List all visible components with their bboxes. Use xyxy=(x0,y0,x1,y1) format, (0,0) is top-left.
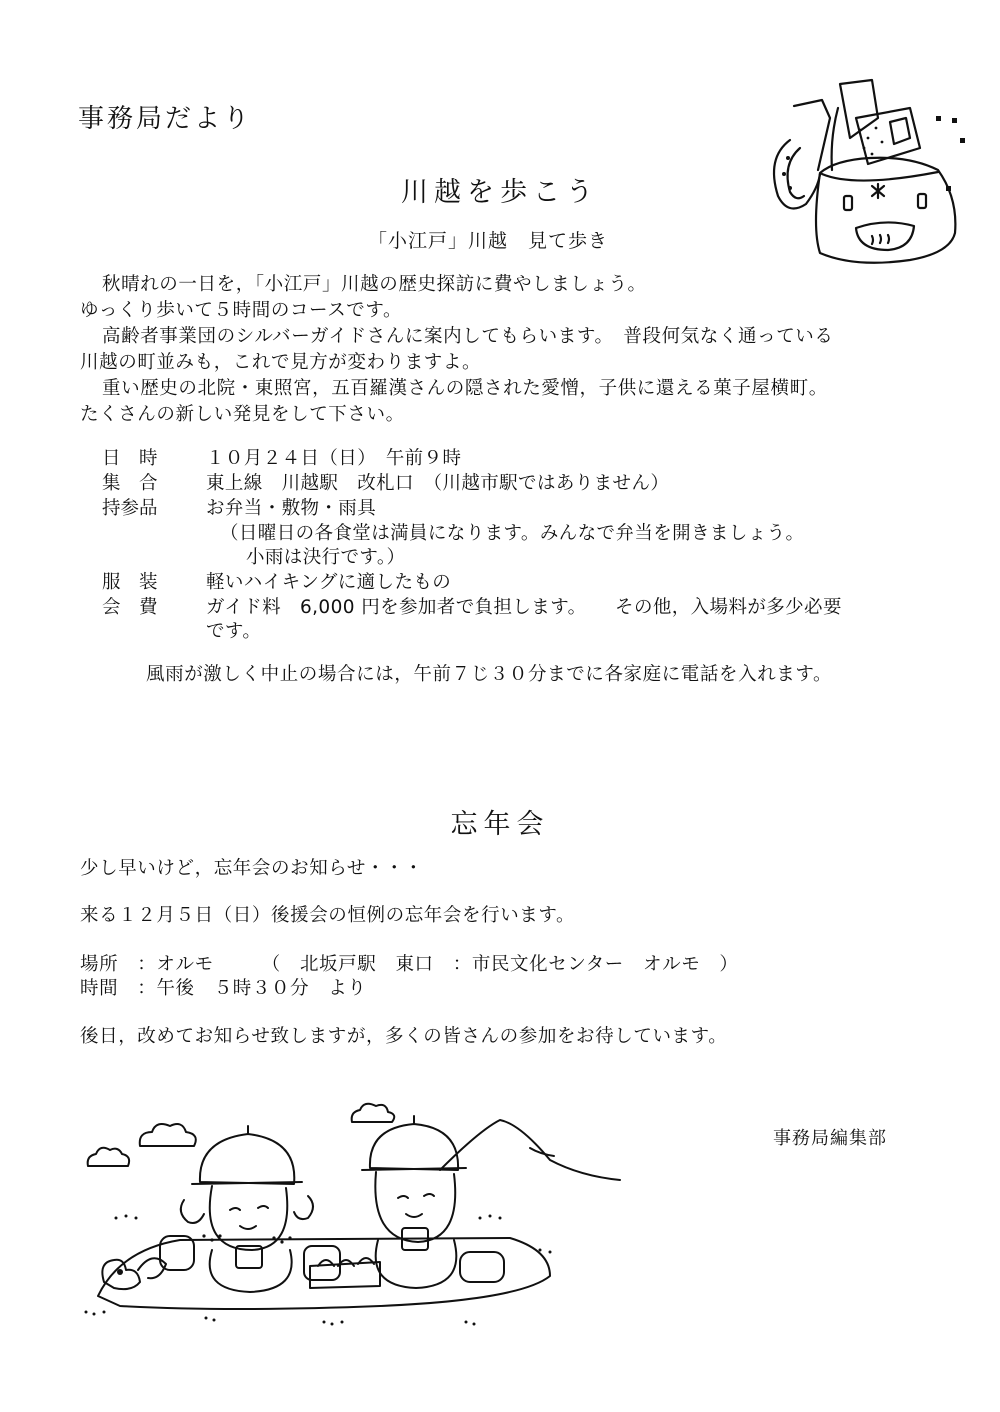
newsletter-header: 事務局だより xyxy=(78,104,253,134)
bonenkai-place: 場所 ：オルモ （ 北坂戸駅 東口 ：市民文化センター オルモ ） xyxy=(80,954,739,975)
bonenkai-closing: 後日，改めてお知らせ致しますが，多くの皆さんの参加をお待しています。 xyxy=(80,1026,728,1047)
detail-value-belongings: お弁当・敷物・雨具 xyxy=(206,498,377,519)
detail-label-belongings: 持参品 xyxy=(102,498,158,519)
detail-value-fee-cont: です。 xyxy=(206,621,262,642)
detail-value-meeting: 東上線 川越駅 改札口 （川越市駅ではありません） xyxy=(206,473,670,494)
detail-value-datetime: １０月２４日（日） 午前９時 xyxy=(206,448,462,469)
bonenkai-announce: 来る１２月５日（日）後援会の恒例の忘年会を行います。 xyxy=(80,905,576,926)
detail-label-fee: 会 費 xyxy=(102,597,158,618)
detail-label-clothing: 服 装 xyxy=(102,572,158,593)
body-line: たくさんの新しい発見をして下さい。 xyxy=(80,404,405,425)
detail-value-clothing: 軽いハイキングに適したもの xyxy=(206,572,452,593)
detail-value-belongings-note: （日曜日の各食堂は満員になります。みんなで弁当を開きましょう。 xyxy=(220,523,805,544)
detail-label-datetime: 日 時 xyxy=(102,448,158,469)
rain-notice: 風雨が激しく中止の場合には，午前７じ３０分までに各家庭に電話を入れます。 xyxy=(146,664,833,685)
detail-value-fee: ガイド料 6,000 円を参加者で負担します。 その他，入場料が多少必要 xyxy=(206,597,842,618)
article-subtitle: 「小江戸」川越 見て歩き xyxy=(368,230,609,252)
body-line: 秋晴れの一日を，「小江戸」川越の歴史探訪に費やしましょう。 xyxy=(102,274,647,295)
editorial-signature: 事務局編集部 xyxy=(773,1128,887,1149)
picnic-children-illustration xyxy=(80,1100,640,1340)
body-line: 川越の町並みも，これで見方が変わりますよ。 xyxy=(80,352,482,373)
body-line: 重い歴史の北院・東照宮，五百羅漢さんの隠された愛憎，子供に還える菓子屋横町。 xyxy=(102,378,828,399)
detail-label-meeting: 集 合 xyxy=(102,473,158,494)
bonenkai-intro: 少し早いけど，忘年会のお知らせ・・・ xyxy=(80,858,424,879)
detail-value-belongings-note: 小雨は決行です。） xyxy=(246,547,406,568)
body-line: 高齢者事業団のシルバーガイドさんに案内してもらいます。 普段何気なく通っている xyxy=(102,326,834,347)
body-line: ゆっくり歩いて５時間のコースです。 xyxy=(80,300,403,321)
article-title-kawagoe: 川越を歩こう xyxy=(401,177,599,208)
article-title-bonenkai: 忘年会 xyxy=(450,809,550,840)
bonenkai-time: 時間 ：午後 ５時３０分 より xyxy=(80,978,367,999)
